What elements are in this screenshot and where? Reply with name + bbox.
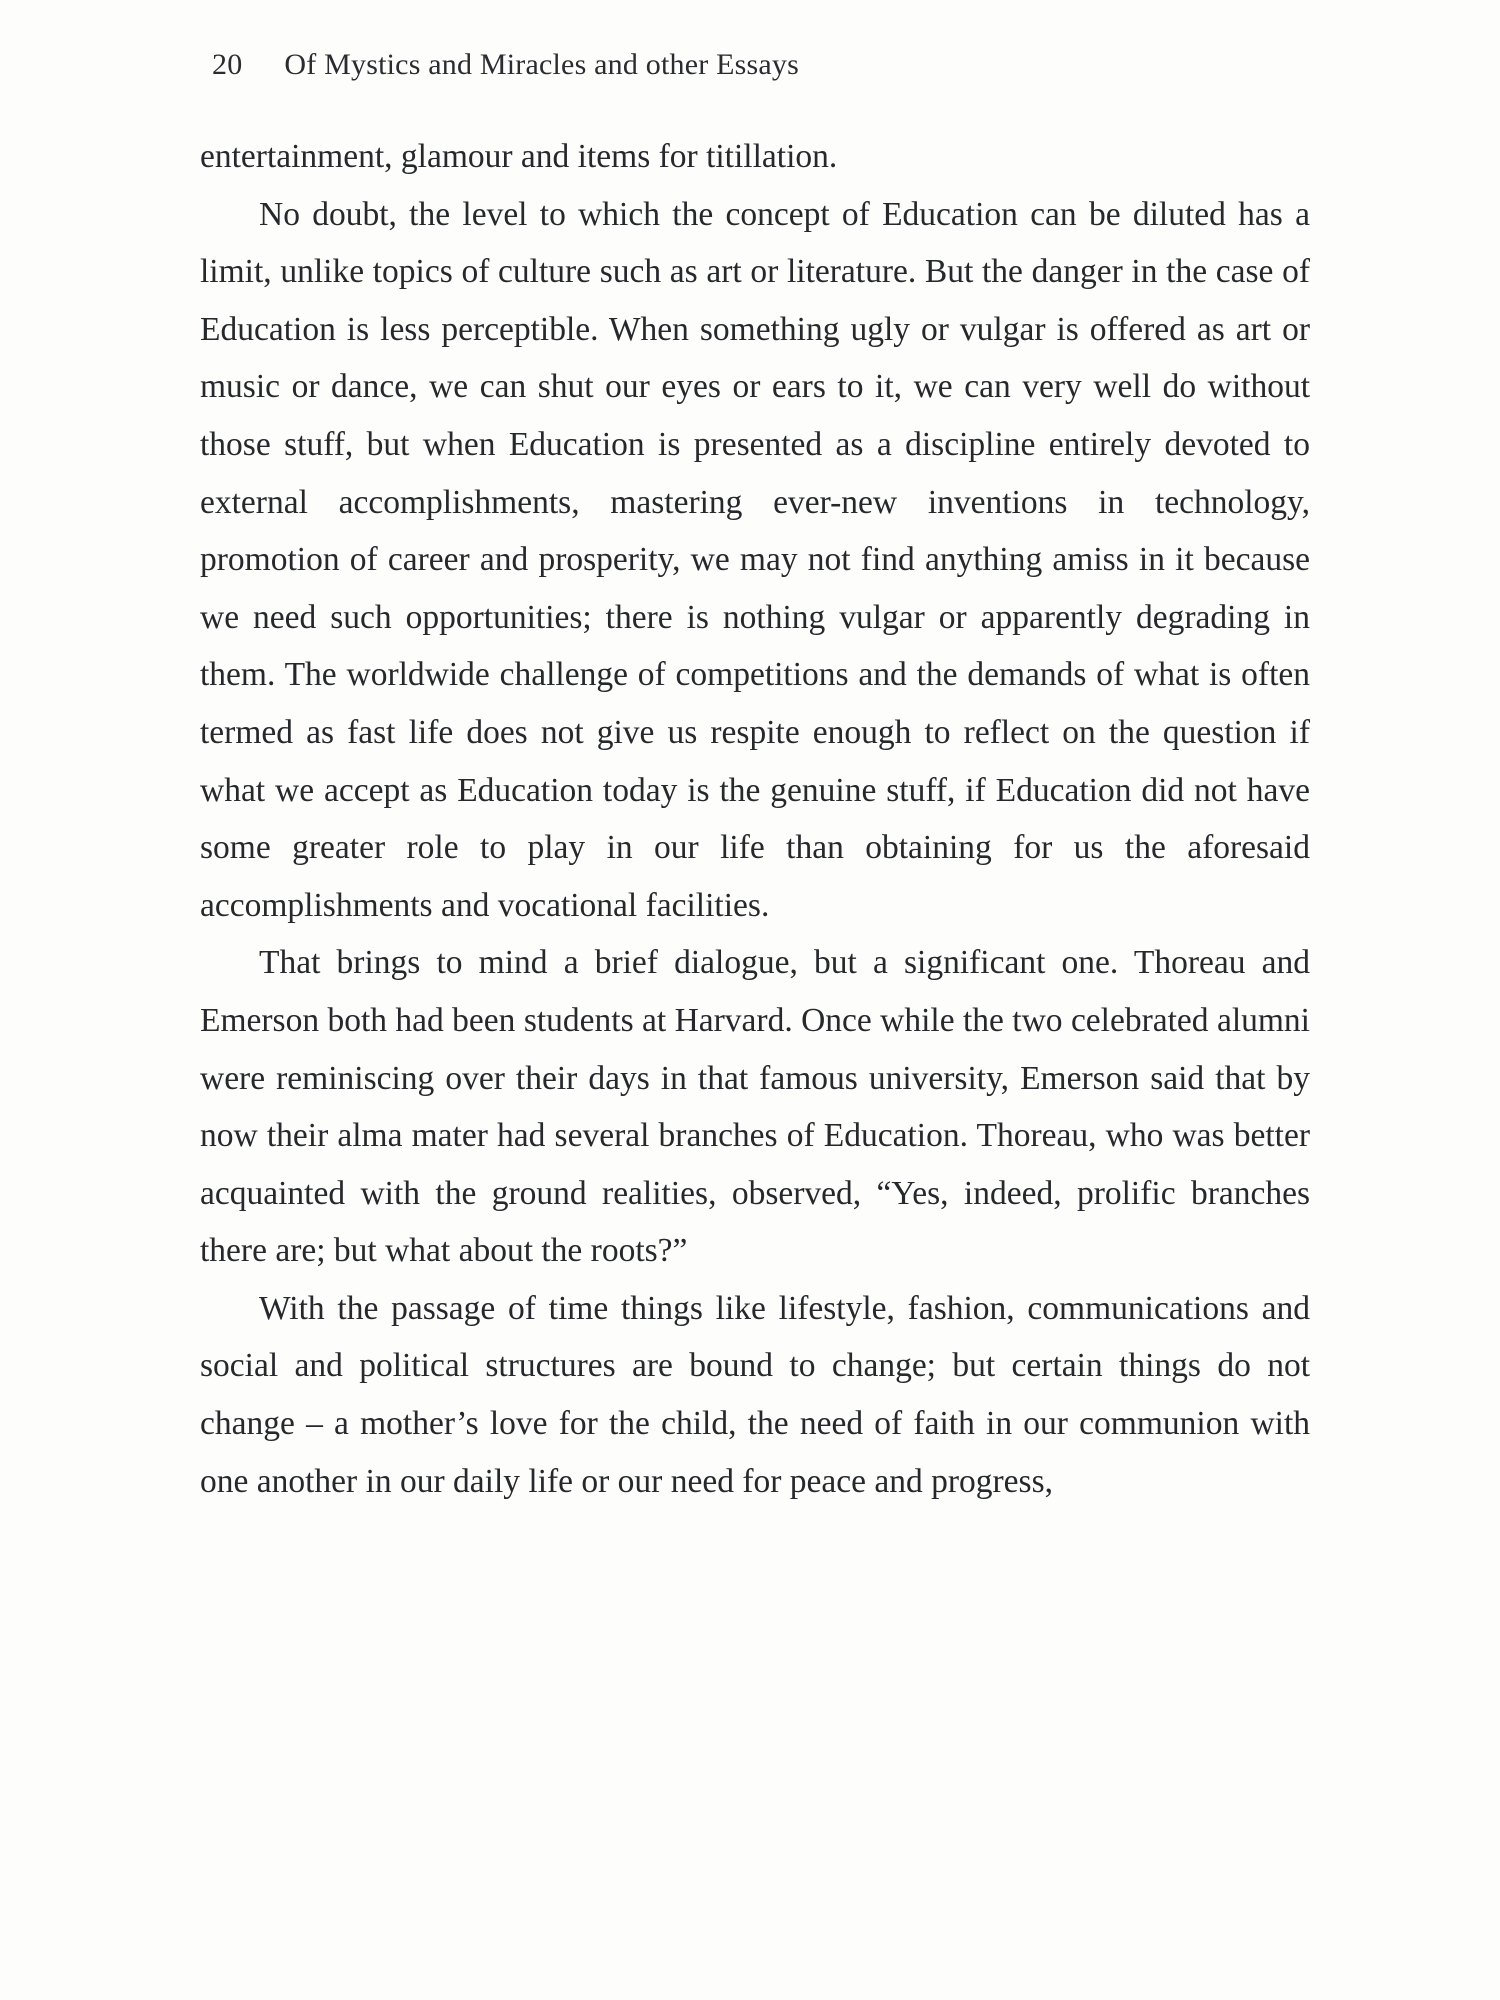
paragraph-passage-of-time: With the passage of time things like lifestyle, fashion, communications and social and political structures are bound to change; but certain things do not change – a mother’s love for the child, the need of faith in our communion with one another in our daily life or our need for peace and progress, bbox=[200, 1289, 1310, 1500]
paragraph-education-dilution: No doubt, the level to which the concept of Education can be diluted has a limit, unlike topics of culture such as art or literature. But the danger in the case of Education is less perceptible. When something ugly or vulgar is offered as art or music or dance, we can shut our eyes or ears to it, we can very well do without those stuff, but when Education is presented as a discipline entirely devoted to external accomplishments, mastering ever-new inventions in technology, promotion of career and prosperity, we may not find anything amiss in it because we need such opportunities; there is nothing vulgar or apparently degrading in them. The worldwide challenge of competitions and the demands of what is often termed as fast life does not give us respite enough to reflect on the question if what we accept as Education today is the genuine stuff, if Education did not have some greater role to play in our life than obtaining for us the aforesaid accomplishments and vocational facilities. bbox=[200, 195, 1310, 924]
running-head bbox=[212, 48, 1288, 82]
book-title: Of Mystics and Miracles and other Essays bbox=[284, 48, 799, 81]
page-number: 20 bbox=[212, 48, 243, 81]
paragraph-thoreau-emerson: That brings to mind a brief dialogue, but a significant one. Thoreau and Emerson both had been students at Harvard. Once while the two celebrated alumni were reminiscing over their days in that famous university, Emerson said that by now their alma mater had several branches of Education. Thoreau, who was better acquainted with the ground realities, observed, “Yes, indeed, prolific branches there are; but what about the roots?” bbox=[200, 944, 1310, 1270]
paragraph-continuation: entertainment, glamour and items for titillation. bbox=[200, 138, 838, 175]
page-body bbox=[200, 128, 1310, 1510]
